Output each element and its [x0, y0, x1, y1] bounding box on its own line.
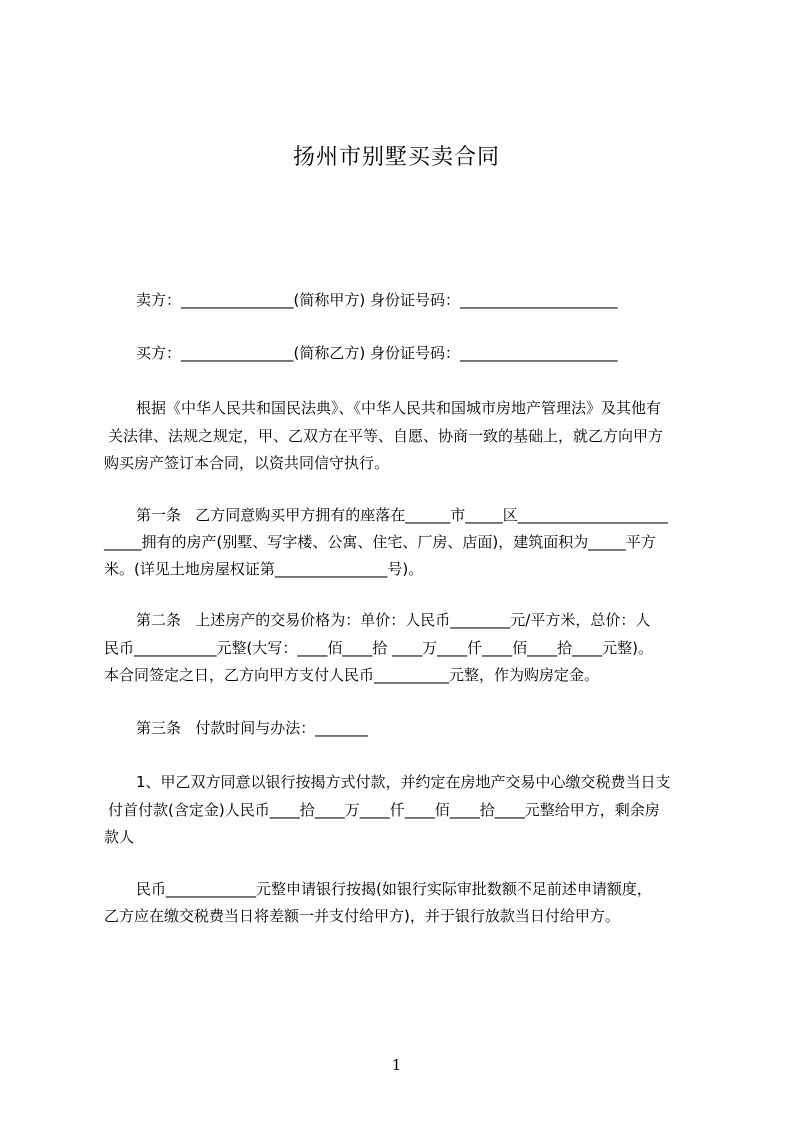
article1-line-1: 第一条 乙方同意购买甲方拥有的座落在______市_____区____________________	[136, 506, 668, 524]
clause1-line-1: 1、甲乙双方同意以银行按揭方式付款，并约定在房地产交易中心缴交税费当日支	[136, 773, 671, 791]
buyer-line: 买方：_______________(简称乙方) 身份证号码：_____________________	[136, 344, 618, 362]
article3-heading: 第三条 付款时间与办法：_______	[136, 719, 368, 737]
preamble-line-1: 根据《中华人民共和国民法典》、《中华人民共和国城市房地产管理法》及其他有	[136, 399, 662, 417]
preamble-line-2: 关法律、法规之规定，甲、乙双方在平等、自愿、协商一致的基础上，就乙方向甲方	[108, 427, 664, 445]
clause1-cont-line-1: 民币____________元整申请银行按揭(如银行实际审批数额不足前述申请额度，	[136, 880, 652, 898]
article1-line-3: 米。(详见土地房屋权证第_______________号)。	[104, 560, 424, 578]
article1-line-2: _____拥有的房产(别墅、写字楼、公寓、住宅、厂房、店面)，建筑面积为_____平方	[104, 533, 656, 551]
article2-line-2: 民币___________元整(大写：____佰____拾 ____万____仟____佰____拾____元整)。	[104, 639, 653, 657]
page-number: 1	[391, 1056, 402, 1074]
clause1-line-2: 付首付款(含定金)人民币____拾____万____仟____佰____拾____元整给甲方，剩余房	[108, 801, 660, 819]
article2-line-3: 本合同签定之日，乙方向甲方支付人民币__________元整，作为购房定金。	[104, 666, 600, 684]
seller-line: 卖方：_______________(简称甲方) 身份证号码：_____________________	[136, 291, 618, 309]
preamble-line-3: 购买房产签订本合同，以资共同信守执行。	[104, 454, 390, 472]
clause1-line-3: 款人	[104, 828, 135, 846]
article2-line-1: 第二条 上述房产的交易价格为：单价：人民币________元/平方米，总价：人	[136, 611, 651, 629]
document-title: 扬州市别墅买卖合同	[292, 145, 500, 170]
clause1-cont-line-2: 乙方应在缴交税费当日将差额一并支付给甲方)，并于银行放款当日付给甲方。	[104, 907, 620, 925]
